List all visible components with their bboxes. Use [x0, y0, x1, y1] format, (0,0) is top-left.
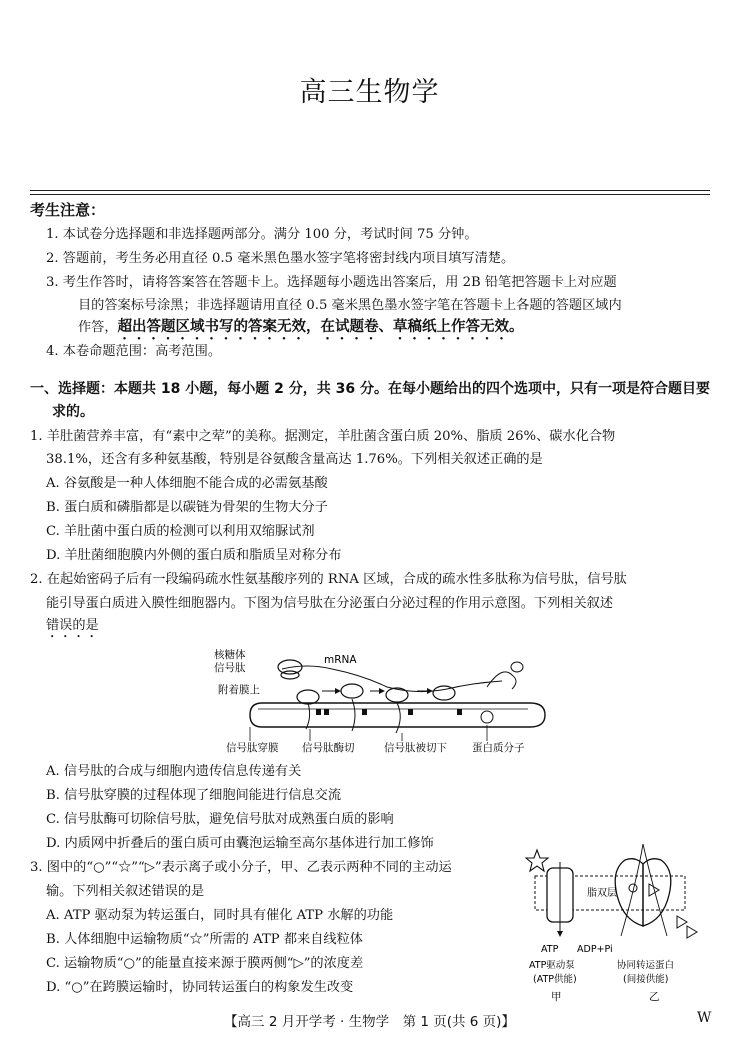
- notice-item-1: 1. 本试卷分选择题和非选择题两部分。满分 100 分，考试时间 75 分钟。: [46, 227, 478, 242]
- signal-mark-3: [362, 709, 367, 715]
- label-yi: 乙: [649, 991, 660, 1003]
- notice-item-3-cont: 目的答案标号涂黑；非选择题请用直径 0.5 毫米黑色墨水签字笔在答题卡上各题的答题区域内: [78, 298, 622, 313]
- q2-stem-1: 2. 在起始密码子后有一段编码疏水性氨基酸序列的 RNA 区域，合成的疏水性多肽称为信号肽，信号肽: [30, 572, 627, 587]
- mrna-strand: [282, 666, 502, 692]
- section-heading: 一、选择题：本题共 18 小题，每小题 2 分，共 36 分。在每小题给出的四个选项中，只有一项是符合题目要: [30, 381, 710, 397]
- cotransporter-left: [615, 859, 643, 926]
- star-icon: [526, 850, 548, 871]
- ribosome-small: [281, 671, 299, 679]
- signal-mark-1: [316, 709, 321, 715]
- label-b4: 蛋白质分子: [472, 742, 525, 754]
- label-bilayer: 脂双层: [587, 888, 617, 899]
- watermark: W: [697, 1010, 712, 1026]
- ribosome-3: [341, 684, 363, 698]
- q3-option-c: C. 运输物质“○”的能量直接来源于膜两侧“▷”的浓度差: [46, 956, 364, 971]
- flow-arrow-1: [621, 844, 643, 936]
- triangle-icon-3: [687, 926, 697, 938]
- page-footer: 【高三 2 月开学考 · 生物学 第 1 页(共 6 页)】: [224, 1014, 515, 1030]
- q1-option-d: D. 羊肚菌细胞膜内外侧的蛋白质和脂质呈对称分布: [46, 548, 342, 563]
- label-attach: 附着膜上: [218, 684, 260, 696]
- q2-stem-3: 错误的是: [46, 618, 99, 633]
- q2-stem-2: 能引导蛋白质进入膜性细胞器内。下图为信号肽在分泌蛋白分泌过程的作用示意图。下列相关叙述: [46, 596, 614, 611]
- header-rule-thin: [30, 194, 710, 195]
- q1-option-b: B. 蛋白质和磷脂都是以碳链为骨架的生物大分子: [46, 500, 328, 515]
- er-membrane: [250, 703, 545, 727]
- protein-strand: [487, 672, 516, 689]
- section-heading-cont: 求的。: [52, 404, 94, 420]
- q3-stem-2: 输。下列相关叙述错误的是: [46, 884, 205, 899]
- ribosome-4: [386, 688, 408, 702]
- label-mrna: mRNA: [324, 654, 357, 666]
- signal-mark-4: [408, 709, 413, 715]
- label-adp: ADP+Pi: [577, 944, 613, 955]
- label-jia: 甲: [551, 991, 562, 1003]
- label-co-energy: (间接供能): [623, 974, 669, 985]
- label-atp: ATP: [541, 944, 559, 955]
- label-pump-energy: (ATP供能): [533, 974, 577, 985]
- q2-option-d: D. 内质网中折叠后的蛋白质可由囊泡运输至高尔基体进行加工修饰: [46, 836, 434, 851]
- flow-arrow-2: [643, 844, 667, 936]
- cotransporter-right: [643, 859, 671, 926]
- q1-stem-1: 1. 羊肚菌营养丰富，有“素中之荤”的美称。据测定，羊肚菌含蛋白质 20%、脂质 26%、碳水化合物: [30, 429, 616, 444]
- q2-option-b: B. 信号肽穿膜的过程体现了细胞间能进行信息交流: [46, 788, 342, 803]
- label-pump: ATP驱动泵: [529, 960, 575, 971]
- ribosome-5: [433, 686, 455, 700]
- q3-option-b: B. 人体细胞中运输物质“☆”所需的 ATP 都来自线粒体: [46, 932, 363, 947]
- q1-option-a: A. 谷氨酸是一种人体细胞不能合成的必需氨基酸: [46, 476, 328, 491]
- q1-option-c: C. 羊肚菌中蛋白质的检测可以利用双缩脲试剂: [46, 524, 315, 539]
- signal-peptide-figure: [212, 645, 552, 755]
- notice-item-3-end: [78, 315, 524, 343]
- q3-option-a: A. ATP 驱动泵为转运蛋白，同时具有催化 ATP 水解的功能: [46, 908, 394, 923]
- free-ribosome: [511, 662, 523, 672]
- peptide-chain-2: [352, 699, 355, 731]
- q3-option-d: D. “○”在跨膜运输时，协同转运蛋白的构象发生改变: [46, 980, 354, 995]
- label-cotransporter: 协同转运蛋白: [617, 960, 675, 971]
- label-ribosome: 核糖体: [214, 649, 246, 661]
- label-b3: 信号肽被切下: [384, 742, 447, 754]
- ribosome-2: [297, 690, 319, 704]
- q3-stem-1: 3. 图中的“○”“☆”“▷”表示离子或小分子，甲、乙表示两种不同的主动运: [30, 860, 452, 875]
- peptide-chain-1: [306, 703, 310, 729]
- notice-answer-text: 作答，: [78, 320, 118, 335]
- notice-item-3: 3. 考生作答时，请将答案答在答题卡上。选择题每小题选出答案后，用 2B 铅笔把答题卡上对应题: [46, 275, 617, 290]
- signal-mark-5: [457, 709, 462, 715]
- label-b1: 信号肽穿膜: [226, 742, 279, 754]
- page-title: 高三生物学: [299, 77, 440, 108]
- header-rule: [30, 190, 710, 191]
- notice-item-4: 4. 本卷命题范围：高考范围。: [46, 344, 222, 359]
- label-signal-peptide: 信号肽: [214, 662, 246, 674]
- q2-option-c: C. 信号肽酶可切除信号肽，避免信号肽对成熟蛋白质的影响: [46, 812, 394, 827]
- notice-heading: 考生注意：: [30, 201, 106, 219]
- protein-molecule: [481, 711, 493, 723]
- peptide-chain-3: [396, 703, 400, 733]
- active-transport-figure: [525, 840, 710, 1018]
- notice-item-2: 2. 答题前，考生务必用直径 0.5 毫米黑色墨水签字笔将密封线内项目填写清楚。: [46, 251, 515, 266]
- notice-emphasis: 超出答题区域书写的答案无效，在试题卷、草稿纸上作答无效。: [117, 319, 524, 335]
- label-b2: 信号肽酶切: [302, 742, 355, 754]
- q1-stem-2: 38.1%，还含有多种氨基酸，特别是谷氨酸含量高达 1.76%。下列相关叙述正确的是: [46, 452, 543, 467]
- signal-mark-2: [324, 709, 329, 715]
- triangle-icon-2: [677, 916, 687, 928]
- q2-option-a: A. 信号肽的合成与细胞内遗传信息传递有关: [46, 764, 302, 779]
